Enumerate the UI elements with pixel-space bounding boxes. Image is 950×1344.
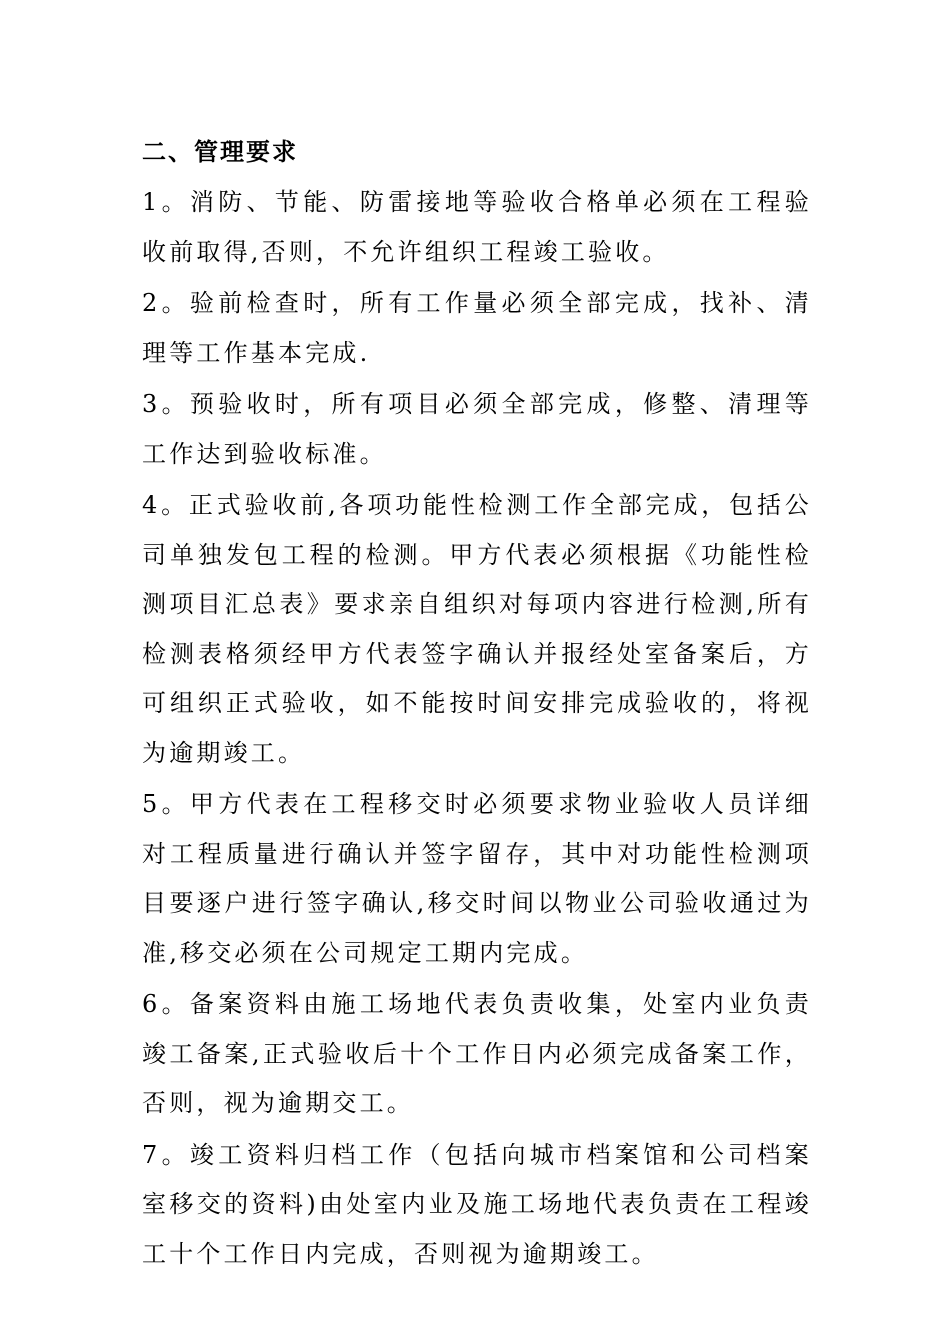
requirement-item-2: 2。验前检查时，所有工作量必须全部完成，找补、清理等工作基本完成.: [142, 289, 812, 367]
section-heading: 二、管理要求: [142, 138, 298, 166]
requirement-item-1: 1。消防、节能、防雷接地等验收合格单必须在工程验收前取得,否则，不允许组织工程竣工验收。: [142, 188, 812, 266]
requirements-list: [142, 178, 812, 1281]
requirement-item-3: 3。预验收时，所有项目必须全部完成，修整、清理等工作达到验收标准。: [142, 390, 812, 468]
requirement-item-5: 5。甲方代表在工程移交时必须要求物业验收人员详细对工程质量进行确认并签字留存，其中对功能性检测项目要逐户进行签字确认,移交时间以物业公司验收通过为准,移交必须在公司规定工期内完成。: [142, 790, 812, 967]
requirement-item-6: 6。备案资料由施工场地代表负责收集，处室内业负责竣工备案,正式验收后十个工作日内必须完成备案工作，否则，视为逾期交工。: [142, 990, 812, 1117]
requirement-item-4: 4。正式验收前,各项功能性检测工作全部完成，包括公司单独发包工程的检测。甲方代表必须根据《功能性检测项目汇总表》要求亲自组织对每项内容进行检测,所有检测表格须经甲方代表签字确认并报经处室备案后，方可组织正式验收，如不能按时间安排完成验收的，将视为逾期竣工。: [142, 491, 812, 767]
requirement-item-7: 7。竣工资料归档工作（包括向城市档案馆和公司档案室移交的资料)由处室内业及施工场地代表负责在工程竣工十个工作日内完成，否则视为逾期竣工。: [142, 1140, 812, 1268]
